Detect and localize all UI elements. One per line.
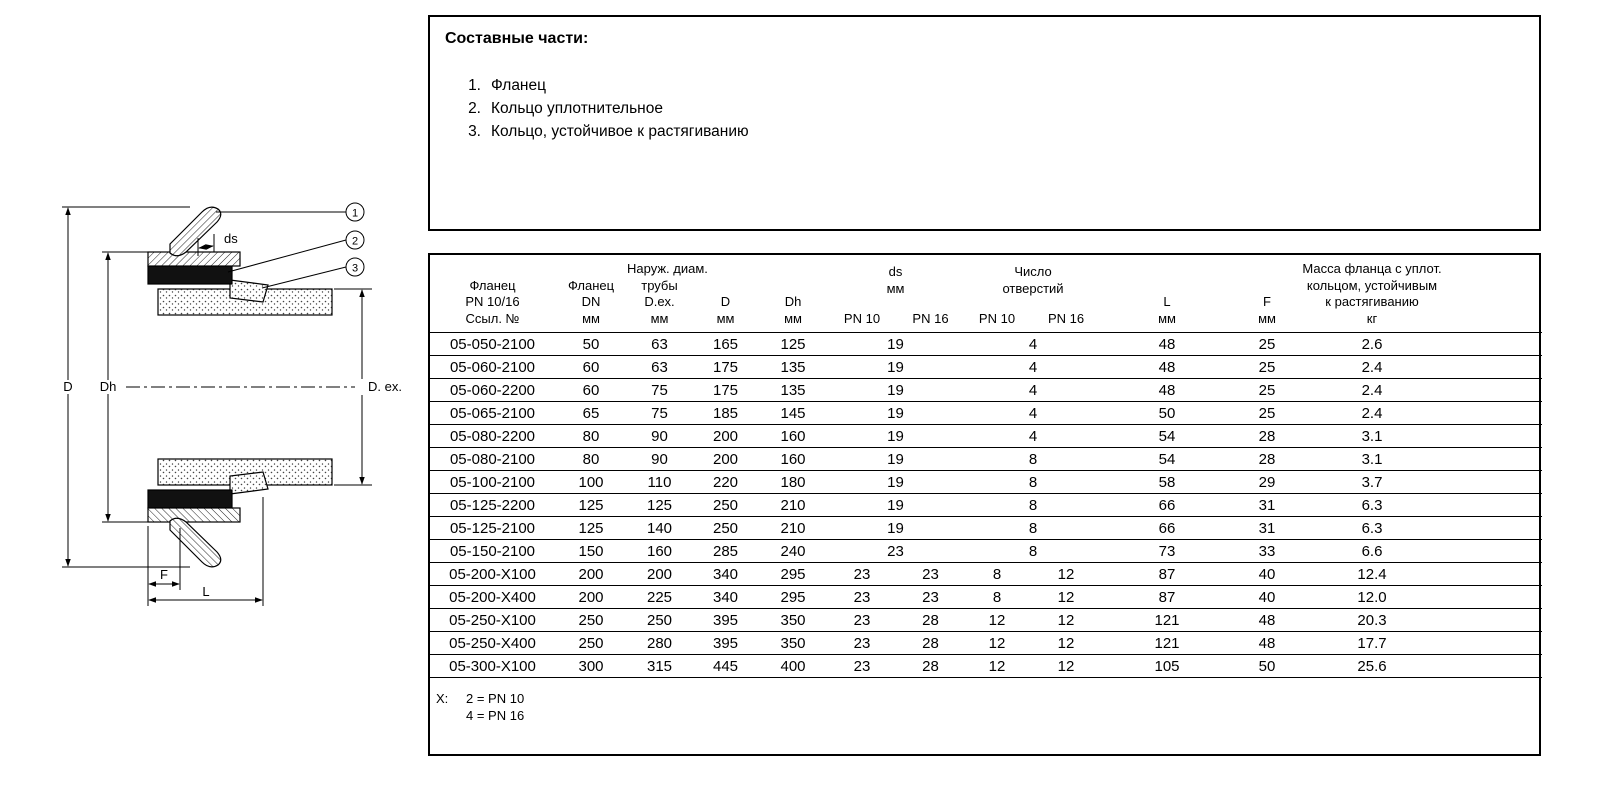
cell-filler [1442,609,1542,632]
cell-l: 54 [1102,448,1232,471]
cell-ds-pn16: 28 [897,655,964,678]
cell-holes-pn10: 8 [964,586,1030,609]
callout-3: 3 [351,262,359,275]
dimension-label-l: L [202,584,210,599]
cell-dh: 160 [759,425,827,448]
cell-holes-pn16: 12 [1030,609,1102,632]
cell-mass: 2.4 [1302,402,1442,425]
cell-ds-pn10: 23 [827,632,897,655]
callout-leaders [216,212,346,288]
cell-d: 165 [692,333,759,356]
cell-dn: 200 [555,586,627,609]
spec-row [430,379,1542,402]
cell-dh: 180 [759,471,827,494]
spec-row [430,563,1542,586]
cell-d: 200 [692,425,759,448]
cell-ref: 05-300-X100 [430,655,555,678]
cell-ds-pn16: 28 [897,632,964,655]
cell-d: 285 [692,540,759,563]
cell-dn: 150 [555,540,627,563]
cell-ref: 05-200-X100 [430,563,555,586]
cell-f: 29 [1232,471,1302,494]
cell-dex: 75 [627,379,692,402]
cell-f: 25 [1232,379,1302,402]
cell-ref: 05-065-2100 [430,402,555,425]
cell-dex: 160 [627,540,692,563]
cell-holes-pn16: 12 [1030,632,1102,655]
cell-f: 33 [1232,540,1302,563]
cell-ref: 05-060-2100 [430,356,555,379]
cell-dex: 315 [627,655,692,678]
col-header-holes-pn10: PN 10 [964,302,1030,332]
parts-item-2 [457,97,1524,120]
cell-ds-pn16: 23 [897,563,964,586]
cell-ds: 19 [827,379,964,402]
col-header-dn: Фланец DN мм [555,255,627,333]
cell-dn: 250 [555,609,627,632]
cell-l: 105 [1102,655,1232,678]
spec-table-box [428,253,1541,756]
cell-f: 48 [1232,609,1302,632]
cell-l: 50 [1102,402,1232,425]
cell-holes: 4 [964,356,1102,379]
cell-ref: 05-125-2200 [430,494,555,517]
callout-1: 1 [351,207,359,220]
cell-mass: 3.1 [1302,448,1442,471]
cell-l: 66 [1102,494,1232,517]
cell-ds-pn16: 23 [897,586,964,609]
cell-d: 175 [692,379,759,402]
cell-holes: 8 [964,517,1102,540]
cell-f: 40 [1232,563,1302,586]
cell-f: 28 [1232,448,1302,471]
cell-dex: 63 [627,333,692,356]
cell-f: 28 [1232,425,1302,448]
cell-ds: 19 [827,425,964,448]
cell-ref: 05-050-2100 [430,333,555,356]
cell-mass: 3.1 [1302,425,1442,448]
cell-ds: 19 [827,471,964,494]
cell-dn: 60 [555,356,627,379]
cell-f: 31 [1232,517,1302,540]
col-header-ds-group: ds мм [886,264,905,296]
cell-f: 25 [1232,356,1302,379]
cell-l: 58 [1102,471,1232,494]
cell-dh: 210 [759,517,827,540]
spec-row [430,655,1542,678]
spec-table-body [430,333,1542,678]
dimension-label-d: D [63,379,73,394]
cell-dex: 140 [627,517,692,540]
col-header-ds-pn10: PN 10 [827,302,897,332]
cell-ref: 05-200-X400 [430,586,555,609]
dimension-label-f: F [160,567,168,582]
cell-dh: 350 [759,632,827,655]
parts-item-number: 3. [468,123,481,140]
cell-filler [1442,356,1542,379]
cell-dn: 250 [555,632,627,655]
cell-mass: 2.6 [1302,333,1442,356]
cell-holes: 8 [964,448,1102,471]
col-header-f: F мм [1232,255,1302,333]
cell-dh: 350 [759,609,827,632]
cell-dex: 225 [627,586,692,609]
header-row-1 [430,255,1542,302]
cell-dn: 200 [555,563,627,586]
cell-mass: 12.4 [1302,563,1442,586]
spec-row [430,540,1542,563]
callouts [346,203,364,276]
cell-d: 340 [692,586,759,609]
col-header-ref: Фланец PN 10/16 Ссыл. № [430,255,555,333]
spec-row [430,425,1542,448]
cell-d: 250 [692,517,759,540]
spec-row [430,356,1542,379]
parts-item-number: 2. [468,100,481,117]
cell-dh: 125 [759,333,827,356]
col-header-l: L мм [1102,255,1232,333]
cell-filler [1442,540,1542,563]
cell-dex: 110 [627,471,692,494]
cell-mass: 12.0 [1302,586,1442,609]
cell-dh: 240 [759,540,827,563]
parts-item-label: Кольцо, устойчивое к растягиванию [491,123,749,140]
cell-ref: 05-100-2100 [430,471,555,494]
spec-row [430,586,1542,609]
cell-dex: 250 [627,609,692,632]
col-header-dex: Наруж. диам. трубы D.ex. мм [627,255,692,333]
cell-dn: 50 [555,333,627,356]
flange-cross-section-diagram [30,192,420,616]
cell-filler [1442,586,1542,609]
cell-filler [1442,563,1542,586]
cell-d: 220 [692,471,759,494]
cell-mass: 2.4 [1302,379,1442,402]
spec-row [430,632,1542,655]
spec-row [430,402,1542,425]
parts-item-label: Фланец [491,77,546,94]
cell-f: 31 [1232,494,1302,517]
cell-holes-pn10: 8 [964,563,1030,586]
cell-f: 25 [1232,333,1302,356]
cell-mass: 6.3 [1302,494,1442,517]
cell-f: 48 [1232,632,1302,655]
cell-mass: 20.3 [1302,609,1442,632]
cell-l: 48 [1102,356,1232,379]
spec-row [430,517,1542,540]
cell-dex: 125 [627,494,692,517]
cell-d: 175 [692,356,759,379]
cell-l: 87 [1102,563,1232,586]
cell-ds: 19 [827,402,964,425]
parts-item-1 [457,74,1524,97]
cell-filler [1442,425,1542,448]
parts-list [457,74,1524,143]
cell-holes-pn10: 12 [964,655,1030,678]
cell-dex: 63 [627,356,692,379]
cell-dex: 75 [627,402,692,425]
cell-mass: 6.6 [1302,540,1442,563]
cell-ds-pn10: 23 [827,563,897,586]
flange-section-shapes [148,207,332,315]
cell-mass: 6.3 [1302,517,1442,540]
dimension-label-ds: ds [224,231,238,246]
cell-dh: 295 [759,563,827,586]
cell-filler [1442,494,1542,517]
spec-row [430,333,1542,356]
cell-holes: 8 [964,540,1102,563]
cell-holes-pn10: 12 [964,609,1030,632]
cell-dex: 90 [627,425,692,448]
cell-holes: 8 [964,494,1102,517]
cell-dex: 280 [627,632,692,655]
cell-ref: 05-060-2200 [430,379,555,402]
cell-d: 395 [692,609,759,632]
parts-item-number: 1. [468,77,481,94]
cell-filler [1442,517,1542,540]
cell-ds-pn10: 23 [827,609,897,632]
cell-holes-pn16: 12 [1030,563,1102,586]
cell-ds: 23 [827,540,964,563]
flange-neck [170,207,221,256]
col-header-filler [1442,255,1542,333]
cell-f: 25 [1232,402,1302,425]
cell-filler [1442,448,1542,471]
dimension-label-dh: Dh [99,379,117,394]
seal-ring [148,266,232,284]
cell-holes: 4 [964,333,1102,356]
cell-dh: 295 [759,586,827,609]
cell-d: 185 [692,402,759,425]
cell-d: 250 [692,494,759,517]
parts-item-3 [457,120,1524,143]
col-header-d: D мм [692,255,759,333]
cell-dex: 90 [627,448,692,471]
cell-l: 48 [1102,379,1232,402]
col-header-holes-pn16: PN 16 [1030,302,1102,332]
cell-dn: 60 [555,379,627,402]
cell-ds: 19 [827,333,964,356]
cell-mass: 3.7 [1302,471,1442,494]
cell-filler [1442,632,1542,655]
cell-f: 50 [1232,655,1302,678]
cell-dn: 125 [555,494,627,517]
cell-dh: 135 [759,356,827,379]
cell-filler [1442,379,1542,402]
cell-dn: 80 [555,448,627,471]
cell-dh: 210 [759,494,827,517]
cell-dh: 400 [759,655,827,678]
cell-d: 445 [692,655,759,678]
col-header-mass: Масса фланца с уплот. кольцом, устойчивым к растягиванию кг [1302,255,1442,333]
col-header-dh: Dh мм [759,255,827,333]
cell-ds: 19 [827,517,964,540]
cell-holes: 4 [964,379,1102,402]
cell-filler [1442,471,1542,494]
spec-row [430,471,1542,494]
parts-item-label: Кольцо уплотнительное [491,100,663,117]
cell-ds-pn10: 23 [827,655,897,678]
cell-dn: 125 [555,517,627,540]
cell-mass: 17.7 [1302,632,1442,655]
cell-f: 40 [1232,586,1302,609]
cell-dn: 300 [555,655,627,678]
cell-mass: 2.4 [1302,356,1442,379]
cell-l: 87 [1102,586,1232,609]
cell-ref: 05-125-2100 [430,517,555,540]
cell-ref: 05-080-2100 [430,448,555,471]
flange-drawing [30,192,420,616]
cell-dex: 200 [627,563,692,586]
cell-l: 121 [1102,632,1232,655]
cell-l: 54 [1102,425,1232,448]
cell-dh: 160 [759,448,827,471]
spec-row [430,494,1542,517]
parts-box [428,15,1541,231]
cell-d: 395 [692,632,759,655]
cell-dn: 65 [555,402,627,425]
cell-l: 73 [1102,540,1232,563]
parts-title: Составные части: [445,30,589,47]
cell-holes: 4 [964,402,1102,425]
cell-ref: 05-150-2100 [430,540,555,563]
cell-ds-pn10: 23 [827,586,897,609]
cell-ds: 19 [827,494,964,517]
cell-holes-pn16: 12 [1030,586,1102,609]
cell-l: 48 [1102,333,1232,356]
cell-dn: 80 [555,425,627,448]
cell-ref: 05-250-X100 [430,609,555,632]
footnote [430,678,1539,724]
col-header-ds-pn16: PN 16 [897,302,964,332]
spec-row [430,448,1542,471]
spec-table-head [430,255,1542,333]
footnote-x-label: X: [436,691,449,706]
cell-ds-pn16: 28 [897,609,964,632]
cell-l: 121 [1102,609,1232,632]
grip-ring [230,280,268,302]
cell-d: 340 [692,563,759,586]
dimension-label-dex: D. ex. [368,379,402,394]
cell-holes-pn16: 12 [1030,655,1102,678]
cell-holes-pn10: 12 [964,632,1030,655]
cell-holes: 8 [964,471,1102,494]
cell-filler [1442,655,1542,678]
spec-table [430,255,1542,678]
cell-ds: 19 [827,448,964,471]
spec-row [430,609,1542,632]
cell-ref: 05-250-X400 [430,632,555,655]
cell-filler [1442,333,1542,356]
callout-2: 2 [351,235,359,248]
cell-l: 66 [1102,517,1232,540]
footnote-line-2: 4 = PN 16 [466,708,525,723]
cell-dh: 135 [759,379,827,402]
cell-ref: 05-080-2200 [430,425,555,448]
cell-d: 200 [692,448,759,471]
flange-plate [148,252,240,266]
col-header-holes-group: Число отверстий [1002,264,1064,296]
cell-ds: 19 [827,356,964,379]
cell-mass: 25.6 [1302,655,1442,678]
cell-dn: 100 [555,471,627,494]
cell-dh: 145 [759,402,827,425]
footnote-lines [466,690,524,724]
cell-holes: 4 [964,425,1102,448]
cell-filler [1442,402,1542,425]
footnote-line-1: 2 = PN 10 [466,691,525,706]
